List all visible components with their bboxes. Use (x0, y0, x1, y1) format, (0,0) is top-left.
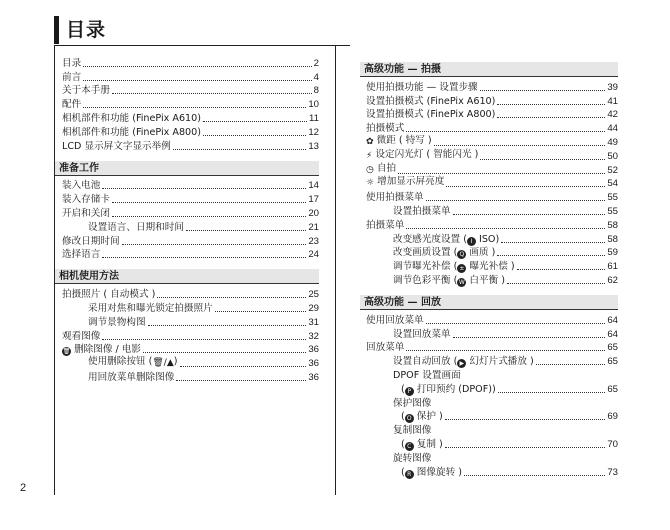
toc-entry[interactable] (360, 327, 618, 341)
toc-entry-text (55, 288, 155, 301)
print-icon: P (405, 387, 414, 396)
toc-entry-label: 相机部件和功能 (FinePix A610) (62, 112, 202, 124)
toc-page-number: 65 (607, 356, 618, 368)
toc-entry-text (360, 410, 443, 423)
toc-entry-text (360, 369, 461, 382)
toc-entry-text (55, 302, 213, 315)
leader-dots (497, 255, 605, 256)
toc-entry-label: 设置拍摄模式 (FinePix A800) (366, 109, 496, 121)
leader-dots (536, 364, 606, 365)
toc-entry-text (360, 314, 424, 327)
toc-entry-label: 使用拍摄功能 — 设置步骤 (366, 81, 478, 93)
toc-entry-label: 设置拍摄菜单 (393, 205, 451, 217)
toc-page-number: 41 (607, 95, 618, 107)
toc-entry-label: 调节色彩平衡 ( (393, 274, 458, 286)
toc-page-number: 12 (308, 126, 319, 138)
leader-dots (122, 244, 307, 245)
leader-dots (453, 337, 606, 338)
leader-dots (406, 131, 605, 132)
toc-entry[interactable] (360, 437, 618, 451)
toc-entry[interactable] (55, 220, 319, 234)
toc-entry[interactable] (360, 190, 618, 204)
toc-page-number: 11 (309, 112, 319, 124)
leader-dots (445, 419, 606, 420)
toc-entry-text (55, 57, 81, 70)
toc-entry-text (360, 466, 462, 479)
leader-dots (215, 311, 307, 312)
toc-entry[interactable] (55, 56, 319, 70)
leader-dots (203, 135, 306, 136)
toc-entry-text (55, 179, 100, 192)
toc-entry-text (55, 84, 110, 97)
toc-entry[interactable] (360, 218, 618, 232)
section-heading: 高级功能 — 回放 (360, 295, 618, 310)
toc-page-number: 70 (607, 438, 618, 450)
leader-dots (157, 297, 306, 298)
toc-entry-text (55, 193, 110, 206)
copy-icon: C (405, 442, 414, 451)
toc-page-number: 29 (308, 302, 319, 314)
toc-entry-text (360, 438, 443, 451)
toc-page-number: 14 (308, 180, 319, 192)
toc-page-number: 2 (313, 57, 319, 69)
toc-entry-text (360, 191, 424, 204)
leader-dots (426, 323, 606, 324)
toc-entry-label: 调节曝光补偿 ( (393, 261, 458, 273)
toc-page-number: 55 (607, 205, 618, 217)
toc-entry-label-suffix: 打印预约 (DPOF)) (413, 383, 496, 395)
toc-page-number: 65 (607, 342, 618, 354)
brightness-icon: ☼ (366, 178, 375, 189)
toc-entry[interactable] (55, 356, 319, 370)
exposure-icon: ± (459, 265, 465, 273)
toc-entry-label: 配件 (62, 99, 82, 111)
toc-page-number: 55 (607, 192, 618, 204)
toc-entry-text (55, 355, 178, 370)
toc-entry-label: 装入电池 (62, 180, 101, 192)
toc-entry[interactable] (360, 396, 618, 410)
toc-entry-text (55, 371, 174, 384)
leader-dots (480, 90, 606, 91)
toc-page-number: 50 (607, 150, 618, 162)
toc-entry-label: 使用回放菜单 (366, 314, 424, 326)
toc-entry-label: 关于本手册 (62, 85, 110, 97)
toc-entry-text (360, 328, 451, 341)
left-column (55, 56, 319, 384)
toc-entry-label: 设置自动回放 ( (393, 356, 458, 368)
toc-entry[interactable] (55, 370, 319, 384)
toc-entry-label-suffix: 曝光补偿 ) (466, 261, 515, 273)
leader-dots (497, 117, 605, 118)
toc-entry[interactable] (360, 149, 618, 163)
toc-entry-text (55, 98, 81, 111)
macro-icon: ✿ (366, 136, 374, 147)
toc-entry[interactable] (55, 234, 319, 248)
toc-entry[interactable] (55, 329, 319, 343)
rotate-icon: R (405, 470, 414, 479)
toc-page-number: 42 (607, 109, 618, 121)
flash-icon: ⚡ (366, 150, 373, 161)
column-divider (335, 45, 336, 495)
toc-entry[interactable] (360, 204, 618, 218)
leader-dots (180, 366, 307, 367)
toc-entry-label: 目录 (62, 57, 82, 69)
toc-entry-label-suffix: 幻灯片式播放 ) (466, 356, 534, 368)
toc-entry-text (360, 355, 534, 368)
toc-page-number: 59 (607, 247, 618, 259)
leader-dots (112, 93, 312, 94)
toc-entry-label: 采用对焦和曝光锁定拍摄照片 (88, 302, 213, 314)
toc-page-number: 73 (607, 466, 618, 478)
toc-page-number: 23 (308, 235, 319, 247)
toc-entry-label: 旋转图像 (393, 452, 432, 464)
leader-dots (102, 339, 306, 340)
right-column (360, 62, 618, 479)
trash-icon: 🗑 (62, 348, 71, 356)
toc-entry-text (360, 205, 451, 218)
leader-dots (507, 283, 605, 284)
toc-entry-label: 设置语言、日期和时间 (88, 221, 184, 233)
toc-entry[interactable] (360, 177, 618, 191)
toc-page-number: 49 (607, 136, 618, 148)
toc-entry-text (360, 274, 505, 287)
leader-dots (148, 325, 307, 326)
toc-entry-text (55, 126, 201, 139)
toc-page-number: 31 (308, 316, 319, 328)
toc-entry-text (360, 81, 478, 94)
toc-entry-label: 改变感光度设置 ( (393, 233, 467, 245)
toc-entry[interactable] (360, 423, 618, 437)
toc-entry-label-suffix: ) (173, 356, 178, 368)
protect-icon: O (405, 414, 414, 423)
toc-entry[interactable] (55, 206, 319, 220)
toc-page-number: 39 (607, 81, 618, 93)
white-balance-icon: W (458, 278, 465, 286)
toc-entry-text (55, 140, 171, 153)
iso-icon: I (467, 237, 476, 246)
toc-entry-label: 使用拍摄菜单 (366, 192, 424, 204)
toc-entry-text (360, 424, 431, 437)
toc-entry-label: 开启和关闭 (62, 207, 110, 219)
toc-page-number: 44 (607, 123, 618, 135)
toc-entry[interactable] (360, 451, 618, 465)
toc-entry[interactable] (360, 259, 618, 273)
toc-entry-text (55, 221, 184, 234)
toc-entry-text (360, 246, 495, 259)
slideshow-icon: ▶ (457, 359, 466, 368)
page-number: 2 (20, 482, 27, 494)
title-bar-accent (54, 16, 59, 44)
toc-entry-label-suffix: 图像旋转 ) (413, 466, 462, 478)
leader-dots (83, 80, 311, 81)
toc-entry[interactable] (360, 368, 618, 382)
toc-entry-label: 用回放菜单删除图像 (88, 371, 175, 383)
toc-page-number: 54 (607, 178, 618, 190)
leader-dots (446, 186, 605, 187)
toc-page-number: 4 (313, 71, 319, 83)
section-heading: 高级功能 — 拍摄 (360, 62, 618, 77)
toc-entry-text (55, 207, 110, 220)
leader-dots (498, 392, 606, 393)
leader-dots (203, 121, 307, 122)
toc-entry-label: 设置回放菜单 (393, 328, 451, 340)
toc-entry-label: 前言 (62, 71, 82, 83)
leader-dots (445, 447, 606, 448)
toc-entry-text (360, 260, 515, 273)
toc-entry[interactable] (360, 94, 618, 108)
toc-entry-text (55, 316, 146, 329)
leader-dots (426, 200, 606, 201)
leader-dots (112, 216, 306, 217)
toc-entry-text (55, 112, 201, 125)
toc-entry-label: 相机部件和功能 (FinePix A800) (62, 126, 202, 138)
toc-entry-label: 设置拍摄模式 (FinePix A610) (366, 95, 496, 107)
toc-entry-label: ( (401, 383, 405, 395)
toc-entry-text (360, 219, 404, 232)
toc-page-number: 64 (607, 328, 618, 340)
toc-entry-text (360, 162, 396, 177)
toc-entry-label: 删除图像 / 电影 (74, 344, 141, 356)
toc-page-number: 24 (308, 249, 319, 261)
toc-entry[interactable] (360, 246, 618, 260)
toc-entry[interactable] (360, 465, 618, 479)
toc-entry[interactable] (55, 70, 319, 84)
toc-entry-label: 保护图像 (393, 397, 432, 409)
toc-entry-label: LCD 显示屏文字显示举例 (62, 140, 171, 152)
leader-dots (112, 202, 306, 203)
leader-dots (464, 475, 605, 476)
toc-entry-label: 自拍 (376, 162, 397, 174)
toc-entry[interactable] (55, 97, 319, 111)
toc-page-number: 17 (308, 194, 319, 206)
leader-dots (173, 149, 307, 150)
leader-dots (102, 257, 306, 258)
toc-entry-text (360, 233, 499, 246)
toc-entry-text (55, 235, 120, 248)
leader-dots (102, 188, 306, 189)
leader-dots (453, 214, 606, 215)
leader-dots (406, 350, 605, 351)
toc-entry-label: 设定闪光灯 ( 智能闪光 ) (375, 148, 479, 160)
toc-entry-label: ( (401, 411, 405, 423)
toc-entry-label-suffix: 复制 ) (413, 438, 443, 450)
leader-dots (497, 104, 605, 105)
leader-dots (176, 380, 306, 381)
toc-entry[interactable] (55, 125, 319, 139)
toc-entry[interactable] (55, 315, 319, 329)
toc-entry[interactable] (55, 192, 319, 206)
toc-page-number: 10 (308, 99, 319, 111)
toc-entry-label: 增加显示屏亮度 (377, 176, 445, 188)
toc-entry[interactable] (360, 341, 618, 355)
toc-page-number: 25 (308, 289, 319, 301)
quality-icon: Q (457, 250, 466, 259)
toc-entry-label-suffix: 画质 ) (466, 247, 496, 259)
toc-entry[interactable] (55, 248, 319, 262)
toc-page-number: 21 (308, 221, 319, 233)
toc-entry-label: DPOF 设置画面 (393, 369, 461, 381)
section-heading: 准备工作 (55, 161, 319, 176)
toc-entry-text (360, 95, 495, 108)
toc-entry-label: 调节景物构图 (88, 316, 146, 328)
toc-entry-text (360, 383, 496, 396)
toc-entry-label: 观看图像 (62, 330, 101, 342)
toc-entry-label: 使用删除按钮 ( (88, 356, 153, 368)
toc-entry-label: 拍摄照片 ( 自动模式 ) (62, 289, 156, 301)
toc-entry-text (360, 341, 404, 354)
toc-page-number: 69 (607, 411, 618, 423)
toc-entry-text (55, 71, 81, 84)
toc-entry-label: ( (401, 438, 405, 450)
toc-entry[interactable] (360, 80, 618, 94)
leader-dots (186, 230, 306, 231)
toc-entry-label-suffix: 白平衡 ) (466, 274, 505, 286)
leader-dots (434, 145, 606, 146)
toc-entry-label: 回放菜单 (366, 342, 405, 354)
toc-page-number: 65 (607, 383, 618, 395)
toc-page-number: 62 (607, 274, 618, 286)
toc-entry[interactable] (360, 382, 618, 396)
toc-entry-label: 拍摄模式 (366, 123, 405, 135)
leader-dots (517, 269, 606, 270)
toc-entry[interactable] (360, 232, 618, 246)
toc-entry-text (55, 248, 100, 261)
toc-entry-label: 装入存储卡 (62, 194, 110, 206)
leader-dots (480, 159, 605, 160)
leader-dots (398, 173, 605, 174)
toc-entry-text (360, 397, 431, 410)
leader-dots (501, 242, 605, 243)
toc-entry[interactable] (55, 84, 319, 98)
toc-entry-label: ( (401, 466, 405, 478)
toc-entry-label: 选择语言 (62, 249, 101, 261)
section-heading: 相机使用方法 (55, 269, 319, 284)
toc-page-number: 32 (308, 330, 319, 342)
toc-page-number: 61 (607, 261, 618, 273)
trash-up-icon: 🗑/▲ (152, 358, 174, 369)
toc-entry-text (55, 330, 100, 343)
toc-entry[interactable] (55, 287, 319, 301)
toc-entry[interactable] (55, 179, 319, 193)
toc-entry-text (360, 148, 478, 163)
leader-dots (83, 107, 306, 108)
toc-entry-label: 拍摄菜单 (366, 219, 405, 231)
page-title: 目录 (66, 19, 107, 41)
toc-page-number: 58 (607, 233, 618, 245)
toc-entry-label: 复制图像 (393, 425, 432, 437)
toc-entry-text (360, 175, 444, 190)
toc-page-number: 64 (607, 314, 618, 326)
leader-dots (83, 66, 311, 67)
toc-entry-text (360, 134, 432, 149)
toc-page-number: 36 (308, 371, 319, 383)
toc-page-number: 8 (313, 85, 319, 97)
toc-entry-label: 改变画质设置 ( (393, 247, 458, 259)
toc-entry[interactable] (55, 301, 319, 315)
toc-entry[interactable] (360, 313, 618, 327)
toc-entry-label-suffix: ISO) (475, 233, 500, 245)
toc-entry-label-suffix: 保护 ) (413, 411, 443, 423)
toc-entry[interactable] (55, 139, 319, 153)
toc-entry-text (360, 108, 495, 121)
toc-page-number: 13 (308, 140, 319, 152)
toc-page-number: 20 (308, 207, 319, 219)
toc-entry[interactable] (55, 111, 319, 125)
toc-entry-text (360, 452, 431, 465)
toc-page-number: 36 (308, 344, 319, 356)
toc-entry-label: 微距 ( 特写 ) (376, 134, 432, 146)
self-timer-icon: ◷ (366, 164, 374, 175)
toc-entry[interactable] (360, 410, 618, 424)
toc-entry[interactable] (360, 108, 618, 122)
toc-page-number: 52 (607, 164, 618, 176)
toc-entry[interactable] (360, 273, 618, 287)
title-underline (54, 45, 350, 46)
toc-page-number: 36 (308, 358, 319, 370)
leader-dots (143, 352, 306, 353)
toc-page-number: 58 (607, 219, 618, 231)
toc-entry-label: 修改日期时间 (62, 235, 120, 247)
leader-dots (406, 228, 605, 229)
toc-entry[interactable] (360, 354, 618, 368)
